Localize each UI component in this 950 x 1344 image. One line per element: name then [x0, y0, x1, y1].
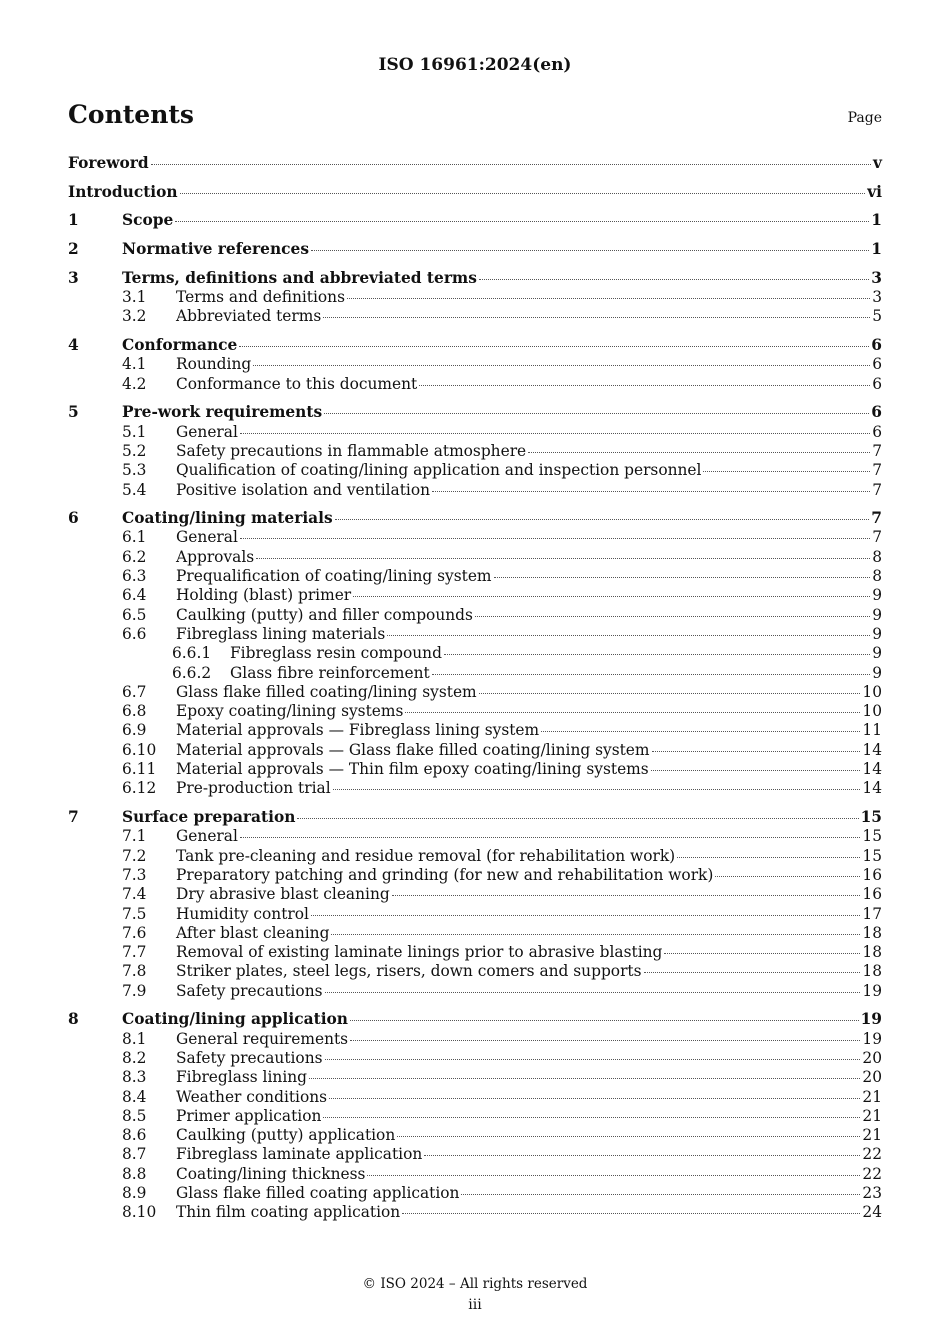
toc-entry-page: 19 [862, 1029, 882, 1048]
toc-entry-number: 7.3 [122, 865, 147, 884]
toc-entry-page: 6 [872, 374, 882, 393]
toc-entry[interactable] [68, 644, 882, 663]
toc-entry[interactable] [68, 741, 882, 760]
dot-leader [347, 297, 870, 299]
toc-entry-page: 8 [872, 547, 882, 566]
toc-entry-number: 4.1 [122, 355, 147, 374]
toc-entry[interactable] [68, 240, 882, 259]
toc-entry[interactable] [68, 1107, 882, 1126]
toc-entry-title[interactable]: Glass flake filled coating/lining system [176, 682, 477, 701]
toc-entry[interactable] [68, 1010, 882, 1029]
toc-entry-title[interactable]: General [176, 422, 238, 441]
toc-entry-title[interactable]: Material approvals — Fibreglass lining system [176, 721, 540, 740]
toc-entry-title[interactable]: Conformance [122, 336, 238, 355]
toc-entry[interactable] [68, 1049, 882, 1068]
toc-entry-number: 8.8 [122, 1164, 147, 1183]
toc-entry-number: 6.1 [122, 528, 147, 547]
dot-leader [324, 412, 869, 414]
toc-entry-title[interactable]: Introduction [68, 182, 178, 201]
toc-entry-number: 3.1 [122, 288, 147, 307]
toc-entry[interactable] [68, 1088, 882, 1107]
toc-entry-title[interactable]: General [176, 528, 238, 547]
dot-leader [405, 711, 860, 713]
dot-leader [323, 316, 870, 318]
toc-entry[interactable] [68, 355, 882, 374]
toc-entry-page: 20 [862, 1048, 882, 1067]
toc-entry-title[interactable]: After blast cleaning [176, 923, 330, 942]
toc-entry-title[interactable]: Striker plates, steel legs, risers, down comers and supports [176, 962, 642, 981]
dot-leader [475, 615, 870, 617]
dot-leader [419, 384, 870, 386]
table-of-contents [68, 154, 882, 1223]
toc-entry-title[interactable]: Normative references [122, 240, 309, 259]
toc-entry[interactable] [68, 1030, 882, 1049]
toc-entry-title[interactable]: Surface preparation [122, 808, 296, 827]
toc-entry[interactable] [68, 683, 882, 702]
toc-entry-title[interactable]: Qualification of coating/lining application and inspection personnel [176, 461, 702, 480]
toc-entry-page: 14 [862, 740, 882, 759]
dot-leader [677, 856, 860, 858]
toc-entry[interactable] [68, 962, 882, 981]
dot-leader [528, 451, 870, 453]
toc-entry-page: 1 [871, 240, 882, 259]
toc-entry-page: 17 [862, 904, 882, 923]
toc-entry-page: vi [867, 182, 882, 201]
toc-entry-page: 15 [862, 846, 882, 865]
toc-entry-title[interactable]: Caulking (putty) and filler compounds [176, 605, 473, 624]
dot-leader [239, 345, 869, 347]
toc-entry-number: 7 [68, 808, 79, 827]
toc-entry-page: 19 [860, 1010, 882, 1029]
toc-entry-page: 8 [872, 567, 882, 586]
dot-leader [180, 192, 866, 194]
toc-entry-title[interactable]: Dry abrasive blast cleaning [176, 885, 390, 904]
page-number: iii [468, 1297, 482, 1313]
toc-entry[interactable] [68, 269, 882, 288]
toc-entry-page: 3 [871, 268, 882, 287]
toc-entry-number: 7.2 [122, 846, 147, 865]
toc-entry-title[interactable]: Coating/lining materials [122, 509, 333, 528]
dot-leader [703, 470, 870, 472]
toc-entry-number: 6.5 [122, 605, 147, 624]
toc-entry-number: 6.9 [122, 721, 147, 740]
toc-entry-page: 7 [872, 528, 882, 547]
toc-entry-page: 9 [872, 586, 882, 605]
dot-leader [424, 1154, 860, 1156]
toc-entry-page: 3 [872, 288, 882, 307]
toc-entry-title[interactable]: Fibreglass lining [176, 1068, 308, 1087]
toc-entry-page: 6 [871, 336, 882, 355]
toc-entry-page: 7 [871, 509, 882, 528]
dot-leader [432, 673, 871, 675]
toc-entry[interactable] [68, 403, 882, 422]
toc-entry-page: 18 [862, 923, 882, 942]
toc-entry-title[interactable]: Material approvals — Glass flake filled coating/lining system [176, 740, 650, 759]
toc-entry-number: 8.6 [122, 1126, 147, 1145]
toc-entry-page: 5 [872, 307, 882, 326]
toc-entry-page: 9 [872, 624, 882, 643]
toc-entry[interactable] [68, 625, 882, 644]
toc-entry-page: 24 [862, 1203, 882, 1222]
dot-leader [479, 692, 861, 694]
toc-entry[interactable] [68, 1145, 882, 1164]
toc-entry-page: 7 [872, 480, 882, 499]
toc-entry-title[interactable]: Tank pre-cleaning and residue removal (for rehabilitation work) [176, 846, 676, 865]
toc-entry-number: 8 [68, 1010, 79, 1029]
toc-entry-title[interactable]: Safety precautions [176, 1048, 323, 1067]
toc-entry[interactable] [68, 943, 882, 962]
toc-entry-title[interactable]: Terms and definitions [176, 288, 345, 307]
toc-entry[interactable] [68, 423, 882, 442]
toc-entry-number: 8.2 [122, 1048, 147, 1067]
toc-entry-title[interactable]: Removal of existing laminate linings prior to abrasive blasting [176, 943, 663, 962]
dot-leader [240, 836, 861, 838]
dot-leader [331, 933, 860, 935]
dot-leader [715, 875, 860, 877]
toc-entry-title[interactable]: Caulking (putty) application [176, 1126, 396, 1145]
dot-leader [309, 1077, 860, 1079]
toc-entry[interactable] [68, 982, 882, 1001]
dot-leader [479, 278, 869, 280]
toc-entry-page: 9 [872, 605, 882, 624]
toc-entry-page: 22 [862, 1145, 882, 1164]
toc-entry[interactable] [68, 905, 882, 924]
toc-entry-number: 8.4 [122, 1087, 147, 1106]
toc-entry-number: 8.9 [122, 1184, 147, 1203]
toc-entry[interactable] [68, 375, 882, 394]
toc-entry-page: 19 [862, 981, 882, 1000]
dot-leader [329, 1097, 860, 1099]
dot-leader [151, 163, 871, 165]
toc-entry[interactable] [68, 808, 882, 827]
toc-entry-title[interactable]: Holding (blast) primer [176, 586, 352, 605]
toc-entry-page: 6 [872, 422, 882, 441]
toc-entry[interactable] [68, 866, 882, 885]
toc-entry-number: 6.6 [122, 624, 147, 643]
toc-entry[interactable] [68, 721, 882, 740]
toc-entry-number: 8.5 [122, 1106, 147, 1125]
toc-entry-page: 6 [872, 355, 882, 374]
toc-entry-title[interactable]: Rounding [176, 355, 252, 374]
toc-entry-page: 21 [862, 1126, 882, 1145]
toc-entry-number: 8.3 [122, 1068, 147, 1087]
toc-entry-number: 3 [68, 268, 79, 287]
toc-entry-title[interactable]: Fibreglass lining materials [176, 624, 386, 643]
toc-entry-title[interactable]: Glass fibre reinforcement [230, 663, 430, 682]
toc-entry[interactable] [68, 211, 882, 230]
dot-leader [175, 220, 869, 222]
dot-leader [323, 1116, 860, 1118]
toc-entry-title[interactable]: General [176, 827, 238, 846]
toc-entry[interactable] [68, 1068, 882, 1087]
toc-entry[interactable] [68, 336, 882, 355]
toc-entry-page: 7 [872, 441, 882, 460]
dot-leader [350, 1019, 859, 1021]
toc-entry-title[interactable]: Fibreglass resin compound [230, 644, 442, 663]
toc-entry[interactable] [68, 1126, 882, 1145]
dot-leader [664, 952, 860, 954]
dot-leader [461, 1193, 860, 1195]
toc-entry-number: 2 [68, 240, 79, 259]
dot-leader [325, 991, 861, 993]
toc-entry-number: 5.2 [122, 441, 147, 460]
toc-entry[interactable] [68, 288, 882, 307]
toc-entry-page: 10 [862, 702, 882, 721]
toc-entry-title[interactable]: Weather conditions [176, 1087, 328, 1106]
toc-entry-title[interactable]: Glass flake filled coating application [176, 1184, 460, 1203]
toc-entry[interactable] [68, 509, 882, 528]
toc-entry-number: 7.4 [122, 885, 147, 904]
toc-entry-page: 11 [862, 721, 882, 740]
dot-leader [335, 518, 870, 520]
toc-entry-number: 7.5 [122, 904, 147, 923]
toc-entry[interactable] [68, 528, 882, 547]
toc-entry-number: 5.1 [122, 422, 147, 441]
dot-leader [240, 537, 870, 539]
dot-leader [392, 894, 861, 896]
toc-entry-number: 6.6.1 [172, 644, 212, 663]
toc-entry-page: 9 [872, 663, 882, 682]
toc-entry-number: 8.1 [122, 1029, 147, 1048]
toc-entry[interactable] [68, 481, 882, 500]
toc-entry-page: 6 [871, 403, 882, 422]
toc-entry-page: 21 [862, 1106, 882, 1125]
toc-entry-title[interactable]: General requirements [176, 1029, 349, 1048]
toc-entry-title[interactable]: Abbreviated terms [176, 307, 322, 326]
toc-entry-page: 21 [862, 1087, 882, 1106]
toc-entry-page: 10 [862, 682, 882, 701]
dot-leader [297, 817, 858, 819]
toc-entry-page: 14 [862, 760, 882, 779]
toc-entry[interactable] [68, 307, 882, 326]
contents-title: Contents [68, 100, 195, 129]
toc-entry-title[interactable]: Humidity control [176, 904, 309, 923]
dot-leader [350, 1039, 860, 1041]
toc-entry-title[interactable]: Terms, definitions and abbreviated terms [122, 268, 477, 287]
toc-entry-number: 8.10 [122, 1203, 157, 1222]
toc-entry-page: 16 [862, 885, 882, 904]
toc-entry-number: 8.7 [122, 1145, 147, 1164]
dot-leader [444, 653, 870, 655]
dot-leader [432, 490, 870, 492]
toc-entry[interactable] [68, 1184, 882, 1203]
toc-entry[interactable] [68, 924, 882, 943]
toc-entry[interactable] [68, 1203, 882, 1222]
toc-entry-number: 6.2 [122, 547, 147, 566]
copyright-notice: © ISO 2024 – All rights reserved [362, 1276, 588, 1292]
toc-entry[interactable] [68, 442, 882, 461]
dot-leader [651, 769, 861, 771]
toc-entry-number: 7.1 [122, 827, 147, 846]
toc-entry-page: 18 [862, 962, 882, 981]
toc-entry-number: 5 [68, 403, 79, 422]
toc-entry-page: 1 [871, 211, 882, 230]
dot-leader [353, 595, 870, 597]
toc-entry[interactable] [68, 548, 882, 567]
toc-entry-number: 6.6.2 [172, 663, 212, 682]
dot-leader [402, 1212, 860, 1214]
toc-entry-number: 1 [68, 211, 79, 230]
toc-entry-number: 6.11 [122, 760, 157, 779]
toc-entry-number: 7.9 [122, 981, 147, 1000]
toc-entry-page: 14 [862, 779, 882, 798]
toc-entry-page: 20 [862, 1068, 882, 1087]
dot-leader [256, 557, 870, 559]
toc-entry-number: 4 [68, 336, 79, 355]
toc-entry-title[interactable]: Epoxy coating/lining systems [176, 702, 404, 721]
toc-entry-title[interactable]: Safety precautions [176, 981, 323, 1000]
toc-entry-title[interactable]: Primer application [176, 1106, 322, 1125]
dot-leader [253, 364, 870, 366]
dot-leader [333, 788, 861, 790]
toc-entry-number: 6.4 [122, 586, 147, 605]
toc-entry[interactable] [68, 664, 882, 683]
toc-entry[interactable] [68, 606, 882, 625]
toc-entry[interactable] [68, 702, 882, 721]
toc-entry-title[interactable]: Approvals [176, 547, 255, 566]
toc-entry-number: 6.10 [122, 740, 157, 759]
toc-entry-number: 6.3 [122, 567, 147, 586]
toc-entry-page: 22 [862, 1164, 882, 1183]
dot-leader [387, 634, 870, 636]
toc-entry-title[interactable]: Pre-work requirements [122, 403, 323, 422]
toc-entry[interactable] [68, 586, 882, 605]
document-id: ISO 16961:2024(en) [378, 55, 572, 75]
toc-entry-title[interactable]: Material approvals — Thin film epoxy coating/lining systems [176, 760, 649, 779]
dot-leader [644, 971, 861, 973]
toc-entry-number: 5.3 [122, 461, 147, 480]
toc-entry-page: 18 [862, 943, 882, 962]
toc-entry[interactable] [68, 847, 882, 866]
page-column-label: Page [847, 110, 882, 126]
dot-leader [397, 1135, 860, 1137]
toc-entry[interactable] [68, 760, 882, 779]
toc-entry-title[interactable]: Coating/lining thickness [176, 1164, 366, 1183]
toc-entry[interactable] [68, 779, 882, 798]
dot-leader [367, 1174, 860, 1176]
toc-entry-page: 15 [860, 808, 882, 827]
dot-leader [494, 576, 871, 578]
toc-entry[interactable] [68, 567, 882, 586]
toc-entry[interactable] [68, 183, 882, 202]
toc-entry-page: 16 [862, 865, 882, 884]
toc-entry-title[interactable]: Fibreglass laminate application [176, 1145, 423, 1164]
toc-entry-page: 7 [872, 461, 882, 480]
toc-entry-title[interactable]: Prequalification of coating/lining system [176, 567, 492, 586]
dot-leader [325, 1058, 861, 1060]
toc-entry-title[interactable]: Scope [122, 211, 174, 230]
toc-entry-number: 5.4 [122, 480, 147, 499]
toc-entry-page: 15 [862, 827, 882, 846]
toc-entry[interactable] [68, 827, 882, 846]
toc-entry-title[interactable]: Positive isolation and ventilation [176, 480, 431, 499]
toc-entry-title[interactable]: Pre-production trial [176, 779, 331, 798]
toc-entry-title[interactable]: Thin film coating application [176, 1203, 401, 1222]
toc-entry-number: 6 [68, 509, 79, 528]
dot-leader [541, 730, 860, 732]
toc-entry-number: 6.8 [122, 702, 147, 721]
toc-entry-number: 6.12 [122, 779, 157, 798]
dot-leader [652, 750, 861, 752]
toc-entry-number: 7.8 [122, 962, 147, 981]
toc-entry-page: 9 [872, 644, 882, 663]
toc-entry[interactable] [68, 154, 882, 173]
toc-entry-title[interactable]: Preparatory patching and grinding (for new and rehabilitation work) [176, 865, 714, 884]
toc-entry-title[interactable]: Conformance to this document [176, 374, 418, 393]
toc-entry-title[interactable]: Safety precautions in flammable atmosphere [176, 441, 527, 460]
toc-entry[interactable] [68, 885, 882, 904]
toc-entry-number: 4.2 [122, 374, 147, 393]
toc-entry-number: 7.7 [122, 943, 147, 962]
dot-leader [311, 914, 860, 916]
toc-entry-number: 6.7 [122, 682, 147, 701]
toc-entry-title[interactable]: Coating/lining application [122, 1010, 348, 1029]
toc-entry-number: 3.2 [122, 307, 147, 326]
toc-entry-number: 7.6 [122, 923, 147, 942]
toc-entry[interactable] [68, 1165, 882, 1184]
toc-entry-page: v [873, 154, 882, 172]
toc-entry-page: 23 [862, 1184, 882, 1203]
toc-entry-title[interactable]: Foreword [68, 154, 149, 172]
toc-entry[interactable] [68, 461, 882, 480]
dot-leader [240, 432, 870, 434]
dot-leader [311, 249, 869, 251]
